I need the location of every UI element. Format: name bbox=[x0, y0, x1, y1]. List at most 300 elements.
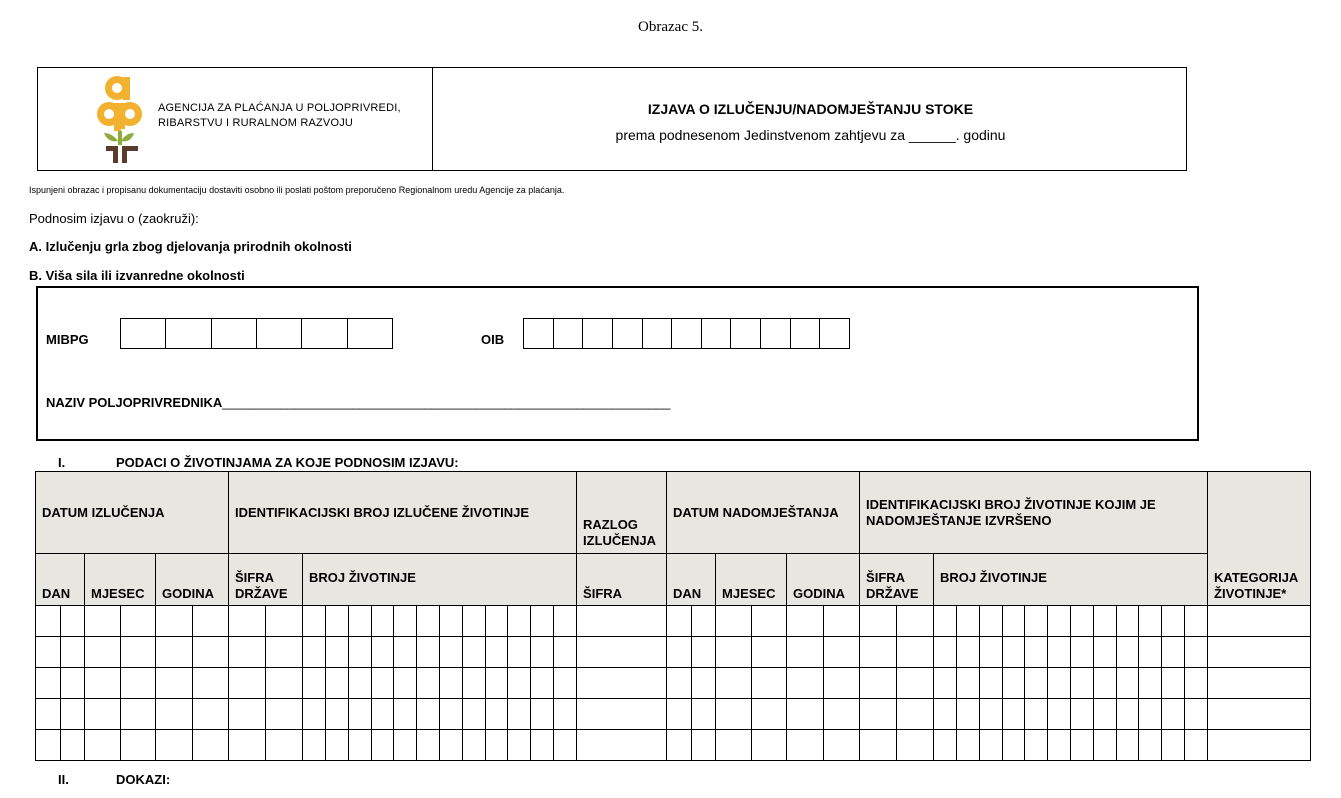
entry-box[interactable] bbox=[85, 730, 121, 760]
entry-box[interactable] bbox=[692, 730, 716, 760]
entry-box[interactable] bbox=[156, 637, 193, 667]
entry-box[interactable] bbox=[1048, 668, 1071, 698]
entry-box[interactable] bbox=[372, 668, 395, 698]
table-cell[interactable] bbox=[156, 699, 229, 730]
entry-box[interactable] bbox=[1048, 637, 1071, 667]
entry-box[interactable] bbox=[36, 730, 61, 760]
entry-box[interactable] bbox=[486, 637, 509, 667]
mibpg-cell[interactable] bbox=[257, 319, 302, 348]
table-cell[interactable] bbox=[303, 606, 577, 637]
entry-box[interactable] bbox=[372, 637, 395, 667]
table-cell[interactable] bbox=[667, 730, 716, 761]
entry-box[interactable] bbox=[1139, 668, 1162, 698]
table-cell[interactable] bbox=[577, 699, 667, 730]
entry-box[interactable] bbox=[266, 637, 302, 667]
oib-cell[interactable] bbox=[672, 319, 702, 348]
table-cell[interactable] bbox=[787, 730, 860, 761]
entry-box[interactable] bbox=[824, 668, 860, 698]
entry-box[interactable] bbox=[934, 606, 957, 636]
entry-box[interactable] bbox=[349, 668, 372, 698]
entry-box[interactable] bbox=[531, 668, 554, 698]
entry-box[interactable] bbox=[1071, 637, 1094, 667]
option-b[interactable]: B. Viša sila ili izvanredne okolnosti bbox=[29, 268, 245, 283]
entry-box[interactable] bbox=[554, 606, 576, 636]
entry-box[interactable] bbox=[508, 637, 531, 667]
table-cell[interactable] bbox=[787, 668, 860, 699]
entry-box[interactable] bbox=[860, 637, 897, 667]
agency-name bbox=[158, 101, 401, 131]
entry-box[interactable] bbox=[394, 606, 417, 636]
entry-box[interactable] bbox=[716, 730, 752, 760]
entry-box[interactable] bbox=[1094, 730, 1117, 760]
entry-box[interactable] bbox=[824, 699, 860, 729]
entry-box[interactable] bbox=[1071, 668, 1094, 698]
entry-box[interactable] bbox=[934, 637, 957, 667]
entry-box[interactable] bbox=[1117, 637, 1140, 667]
entry-box[interactable] bbox=[349, 606, 372, 636]
table-cell[interactable] bbox=[577, 668, 667, 699]
entry-box[interactable] bbox=[1162, 730, 1185, 760]
entry-box[interactable] bbox=[508, 606, 531, 636]
entry-box[interactable] bbox=[752, 606, 787, 636]
entry-box[interactable] bbox=[1185, 606, 1207, 636]
oib-input[interactable] bbox=[523, 318, 850, 349]
entry-box[interactable] bbox=[349, 699, 372, 729]
entry-box[interactable] bbox=[1185, 730, 1207, 760]
entry-box[interactable] bbox=[121, 730, 156, 760]
entry-box[interactable] bbox=[193, 637, 229, 667]
entry-box[interactable] bbox=[824, 606, 860, 636]
entry-box[interactable] bbox=[957, 637, 980, 667]
table-cell[interactable] bbox=[577, 637, 667, 668]
entry-box[interactable] bbox=[1162, 637, 1185, 667]
entry-box[interactable] bbox=[1139, 606, 1162, 636]
entry-box[interactable] bbox=[394, 637, 417, 667]
entry-box[interactable] bbox=[860, 699, 897, 729]
table-cell[interactable] bbox=[716, 637, 787, 668]
entry-box[interactable] bbox=[372, 699, 395, 729]
farmer-name-line[interactable]: ______________________________________________________________ bbox=[222, 395, 671, 410]
entry-box[interactable] bbox=[692, 668, 716, 698]
oib-cell[interactable] bbox=[731, 319, 761, 348]
entry-box[interactable] bbox=[229, 699, 266, 729]
entry-box[interactable] bbox=[326, 699, 349, 729]
entry-box[interactable] bbox=[531, 730, 554, 760]
entry-box[interactable] bbox=[303, 730, 326, 760]
table-cell[interactable] bbox=[156, 668, 229, 699]
entry-box[interactable] bbox=[1071, 699, 1094, 729]
entry-box[interactable] bbox=[1117, 699, 1140, 729]
entry-box[interactable] bbox=[1162, 668, 1185, 698]
table-cell[interactable] bbox=[85, 606, 156, 637]
entry-box[interactable] bbox=[1003, 606, 1026, 636]
mibpg-cell[interactable] bbox=[121, 319, 166, 348]
entry-box[interactable] bbox=[229, 668, 266, 698]
entry-box[interactable] bbox=[508, 699, 531, 729]
entry-box[interactable] bbox=[1025, 606, 1048, 636]
entry-box[interactable] bbox=[326, 637, 349, 667]
entry-box[interactable] bbox=[980, 606, 1003, 636]
entry-box[interactable] bbox=[417, 730, 440, 760]
form-number: Obrazac 5. bbox=[638, 19, 703, 35]
mibpg-cell[interactable] bbox=[212, 319, 257, 348]
entry-box[interactable] bbox=[1185, 637, 1207, 667]
mibpg-cell[interactable] bbox=[166, 319, 211, 348]
entry-box[interactable] bbox=[1025, 730, 1048, 760]
entry-box[interactable] bbox=[897, 699, 933, 729]
table-cell[interactable] bbox=[787, 699, 860, 730]
entry-box[interactable] bbox=[463, 668, 486, 698]
entry-box[interactable] bbox=[716, 637, 752, 667]
entry-box[interactable] bbox=[1025, 668, 1048, 698]
entry-box[interactable] bbox=[36, 637, 61, 667]
entry-box[interactable] bbox=[1003, 730, 1026, 760]
entry-box[interactable] bbox=[1071, 730, 1094, 760]
entry-box[interactable] bbox=[303, 637, 326, 667]
entry-box[interactable] bbox=[326, 668, 349, 698]
table-cell[interactable] bbox=[860, 637, 934, 668]
table-cell[interactable] bbox=[36, 606, 85, 637]
table-cell[interactable] bbox=[667, 637, 716, 668]
entry-box[interactable] bbox=[716, 699, 752, 729]
entry-box[interactable] bbox=[787, 730, 824, 760]
entry-box[interactable] bbox=[193, 730, 229, 760]
entry-box[interactable] bbox=[1139, 730, 1162, 760]
entry-box[interactable] bbox=[394, 668, 417, 698]
entry-box[interactable] bbox=[1003, 668, 1026, 698]
entry-box[interactable] bbox=[417, 699, 440, 729]
entry-box[interactable] bbox=[61, 606, 85, 636]
entry-box[interactable] bbox=[860, 668, 897, 698]
entry-box[interactable] bbox=[266, 668, 302, 698]
entry-box[interactable] bbox=[1048, 730, 1071, 760]
entry-box[interactable] bbox=[577, 637, 666, 667]
entry-box[interactable] bbox=[440, 668, 463, 698]
entry-box[interactable] bbox=[486, 668, 509, 698]
table-cell[interactable] bbox=[229, 730, 303, 761]
entry-box[interactable] bbox=[61, 730, 85, 760]
entry-box[interactable] bbox=[326, 606, 349, 636]
entry-box[interactable] bbox=[121, 606, 156, 636]
entry-box[interactable] bbox=[440, 730, 463, 760]
entry-box[interactable] bbox=[1162, 606, 1185, 636]
table-cell[interactable] bbox=[229, 606, 303, 637]
entry-box[interactable] bbox=[957, 668, 980, 698]
table-cell[interactable] bbox=[667, 606, 716, 637]
entry-box[interactable] bbox=[1208, 637, 1310, 667]
entry-box[interactable] bbox=[193, 699, 229, 729]
entry-box[interactable] bbox=[1003, 699, 1026, 729]
entry-box[interactable] bbox=[417, 637, 440, 667]
entry-box[interactable] bbox=[121, 668, 156, 698]
table-cell[interactable] bbox=[934, 606, 1208, 637]
entry-box[interactable] bbox=[266, 606, 302, 636]
table-cell[interactable] bbox=[36, 699, 85, 730]
header-mjesec-2: MJESEC bbox=[716, 554, 787, 606]
entry-box[interactable] bbox=[667, 637, 692, 667]
oib-cell[interactable] bbox=[643, 319, 673, 348]
entry-box[interactable] bbox=[860, 730, 897, 760]
entry-box[interactable] bbox=[957, 730, 980, 760]
table-cell[interactable] bbox=[667, 668, 716, 699]
entry-box[interactable] bbox=[394, 730, 417, 760]
entry-box[interactable] bbox=[463, 699, 486, 729]
entry-box[interactable] bbox=[577, 699, 666, 729]
entry-box[interactable] bbox=[752, 730, 787, 760]
table-cell[interactable] bbox=[303, 730, 577, 761]
entry-box[interactable] bbox=[752, 699, 787, 729]
entry-box[interactable] bbox=[36, 606, 61, 636]
entry-box[interactable] bbox=[577, 606, 666, 636]
table-cell[interactable] bbox=[1208, 699, 1311, 730]
entry-box[interactable] bbox=[1071, 606, 1094, 636]
entry-box[interactable] bbox=[463, 606, 486, 636]
table-cell[interactable] bbox=[716, 606, 787, 637]
entry-box[interactable] bbox=[957, 699, 980, 729]
entry-box[interactable] bbox=[1094, 637, 1117, 667]
entry-box[interactable] bbox=[193, 606, 229, 636]
entry-box[interactable] bbox=[1208, 668, 1310, 698]
entry-box[interactable] bbox=[934, 730, 957, 760]
entry-box[interactable] bbox=[897, 668, 933, 698]
table-cell[interactable] bbox=[1208, 606, 1311, 637]
header-godina: GODINA bbox=[156, 554, 229, 606]
header-datum-nadomjestanja: DATUM NADOMJEŠTANJA bbox=[667, 472, 860, 554]
table-cell[interactable] bbox=[667, 699, 716, 730]
entry-box[interactable] bbox=[440, 637, 463, 667]
entry-box[interactable] bbox=[957, 606, 980, 636]
entry-box[interactable] bbox=[229, 606, 266, 636]
table-cell[interactable] bbox=[303, 699, 577, 730]
entry-box[interactable] bbox=[1117, 730, 1140, 760]
entry-box[interactable] bbox=[1185, 668, 1207, 698]
entry-box[interactable] bbox=[486, 730, 509, 760]
table-cell[interactable] bbox=[716, 668, 787, 699]
entry-box[interactable] bbox=[1025, 637, 1048, 667]
entry-box[interactable] bbox=[934, 668, 957, 698]
entry-box[interactable] bbox=[36, 668, 61, 698]
table-cell[interactable] bbox=[860, 730, 934, 761]
entry-box[interactable] bbox=[463, 637, 486, 667]
option-a[interactable]: A. Izlučenju grla zbog djelovanja prirodnih okolnosti bbox=[29, 239, 352, 254]
entry-box[interactable] bbox=[787, 668, 824, 698]
entry-box[interactable] bbox=[980, 668, 1003, 698]
entry-box[interactable] bbox=[554, 637, 576, 667]
entry-box[interactable] bbox=[463, 730, 486, 760]
table-cell[interactable] bbox=[156, 730, 229, 761]
table-cell[interactable] bbox=[85, 668, 156, 699]
oib-cell[interactable] bbox=[791, 319, 821, 348]
table-cell[interactable] bbox=[716, 699, 787, 730]
table-cell[interactable] bbox=[934, 668, 1208, 699]
entry-box[interactable] bbox=[440, 699, 463, 729]
table-cell[interactable] bbox=[577, 606, 667, 637]
table-cell[interactable] bbox=[36, 637, 85, 668]
table-cell[interactable] bbox=[36, 668, 85, 699]
entry-box[interactable] bbox=[1208, 699, 1310, 729]
entry-box[interactable] bbox=[508, 668, 531, 698]
oib-cell[interactable] bbox=[702, 319, 732, 348]
table-cell[interactable] bbox=[156, 606, 229, 637]
entry-box[interactable] bbox=[121, 637, 156, 667]
entry-box[interactable] bbox=[349, 730, 372, 760]
entry-box[interactable] bbox=[692, 606, 716, 636]
entry-box[interactable] bbox=[266, 730, 302, 760]
entry-box[interactable] bbox=[121, 699, 156, 729]
entry-box[interactable] bbox=[577, 668, 666, 698]
table-cell[interactable] bbox=[229, 637, 303, 668]
entry-box[interactable] bbox=[787, 699, 824, 729]
entry-box[interactable] bbox=[1117, 668, 1140, 698]
entry-box[interactable] bbox=[531, 606, 554, 636]
entry-box[interactable] bbox=[897, 606, 933, 636]
entry-box[interactable] bbox=[752, 637, 787, 667]
entry-box[interactable] bbox=[692, 699, 716, 729]
entry-box[interactable] bbox=[1048, 699, 1071, 729]
table-cell[interactable] bbox=[934, 730, 1208, 761]
entry-box[interactable] bbox=[860, 606, 897, 636]
entry-box[interactable] bbox=[554, 668, 576, 698]
table-cell[interactable] bbox=[934, 637, 1208, 668]
entry-box[interactable] bbox=[824, 637, 860, 667]
entry-box[interactable] bbox=[1094, 699, 1117, 729]
entry-box[interactable] bbox=[716, 668, 752, 698]
entry-box[interactable] bbox=[36, 699, 61, 729]
entry-box[interactable] bbox=[1094, 606, 1117, 636]
entry-box[interactable] bbox=[394, 699, 417, 729]
table-cell[interactable] bbox=[787, 637, 860, 668]
entry-box[interactable] bbox=[980, 699, 1003, 729]
entry-box[interactable] bbox=[1048, 606, 1071, 636]
entry-box[interactable] bbox=[61, 699, 85, 729]
entry-box[interactable] bbox=[897, 730, 933, 760]
entry-box[interactable] bbox=[229, 730, 266, 760]
entry-box[interactable] bbox=[787, 606, 824, 636]
table-cell[interactable] bbox=[860, 699, 934, 730]
oib-cell[interactable] bbox=[524, 319, 554, 348]
entry-box[interactable] bbox=[85, 699, 121, 729]
entry-box[interactable] bbox=[1025, 699, 1048, 729]
entry-box[interactable] bbox=[61, 668, 85, 698]
entry-box[interactable] bbox=[1139, 699, 1162, 729]
entry-box[interactable] bbox=[372, 606, 395, 636]
table-cell[interactable] bbox=[787, 606, 860, 637]
entry-box[interactable] bbox=[372, 730, 395, 760]
oib-cell[interactable] bbox=[820, 319, 849, 348]
table-cell[interactable] bbox=[36, 730, 85, 761]
entry-box[interactable] bbox=[667, 606, 692, 636]
entry-box[interactable] bbox=[303, 699, 326, 729]
entry-box[interactable] bbox=[1185, 699, 1207, 729]
entry-box[interactable] bbox=[980, 730, 1003, 760]
entry-box[interactable] bbox=[156, 730, 193, 760]
table-cell[interactable] bbox=[934, 699, 1208, 730]
entry-box[interactable] bbox=[61, 637, 85, 667]
entry-box[interactable] bbox=[752, 668, 787, 698]
entry-box[interactable] bbox=[85, 637, 121, 667]
entry-box[interactable] bbox=[303, 606, 326, 636]
entry-box[interactable] bbox=[85, 606, 121, 636]
entry-box[interactable] bbox=[440, 606, 463, 636]
oib-cell[interactable] bbox=[583, 319, 613, 348]
table-cell[interactable] bbox=[716, 730, 787, 761]
entry-box[interactable] bbox=[1208, 730, 1310, 760]
entry-box[interactable] bbox=[1094, 668, 1117, 698]
entry-box[interactable] bbox=[1162, 699, 1185, 729]
entry-box[interactable] bbox=[554, 730, 576, 760]
entry-box[interactable] bbox=[486, 606, 509, 636]
entry-box[interactable] bbox=[1003, 637, 1026, 667]
entry-box[interactable] bbox=[1208, 606, 1310, 636]
entry-box[interactable] bbox=[417, 606, 440, 636]
table-cell[interactable] bbox=[860, 668, 934, 699]
entry-box[interactable] bbox=[156, 699, 193, 729]
entry-box[interactable] bbox=[349, 637, 372, 667]
entry-box[interactable] bbox=[156, 668, 193, 698]
entry-box[interactable] bbox=[980, 637, 1003, 667]
table-cell[interactable] bbox=[85, 637, 156, 668]
entry-box[interactable] bbox=[266, 699, 302, 729]
entry-box[interactable] bbox=[229, 637, 266, 667]
entry-box[interactable] bbox=[787, 637, 824, 667]
entry-box[interactable] bbox=[577, 730, 666, 760]
table-cell[interactable] bbox=[1208, 637, 1311, 668]
entry-box[interactable] bbox=[554, 699, 576, 729]
entry-box[interactable] bbox=[531, 637, 554, 667]
header-broj-zivotinje: BROJ ŽIVOTINJE bbox=[303, 554, 577, 606]
entry-box[interactable] bbox=[934, 699, 957, 729]
entry-box[interactable] bbox=[193, 668, 229, 698]
mibpg-input[interactable] bbox=[120, 318, 393, 349]
table-cell[interactable] bbox=[1208, 730, 1311, 761]
table-cell[interactable] bbox=[860, 606, 934, 637]
mibpg-cell[interactable] bbox=[348, 319, 392, 348]
entry-box[interactable] bbox=[667, 730, 692, 760]
entry-box[interactable] bbox=[508, 730, 531, 760]
header-id-izlucene: IDENTIFIKACIJSKI BROJ IZLUČENE ŽIVOTINJE bbox=[229, 472, 577, 554]
table-cell[interactable] bbox=[303, 637, 577, 668]
mibpg-cell[interactable] bbox=[302, 319, 347, 348]
entry-box[interactable] bbox=[531, 699, 554, 729]
entry-box[interactable] bbox=[85, 668, 121, 698]
table-cell[interactable] bbox=[229, 668, 303, 699]
entry-box[interactable] bbox=[1139, 637, 1162, 667]
entry-box[interactable] bbox=[897, 637, 933, 667]
entry-box[interactable] bbox=[156, 606, 193, 636]
table-cell[interactable] bbox=[85, 730, 156, 761]
table-cell[interactable] bbox=[85, 699, 156, 730]
table-cell[interactable] bbox=[577, 730, 667, 761]
entry-box[interactable] bbox=[824, 730, 860, 760]
oib-cell[interactable] bbox=[761, 319, 791, 348]
entry-box[interactable] bbox=[486, 699, 509, 729]
farmer-name-field[interactable] bbox=[46, 395, 671, 410]
entry-box[interactable] bbox=[667, 699, 692, 729]
entry-box[interactable] bbox=[716, 606, 752, 636]
entry-box[interactable] bbox=[1117, 606, 1140, 636]
table-cell[interactable] bbox=[1208, 668, 1311, 699]
entry-box[interactable] bbox=[326, 730, 349, 760]
table-cell[interactable] bbox=[156, 637, 229, 668]
table-cell[interactable] bbox=[303, 668, 577, 699]
oib-cell[interactable] bbox=[613, 319, 643, 348]
entry-box[interactable] bbox=[417, 668, 440, 698]
entry-box[interactable] bbox=[692, 637, 716, 667]
entry-box[interactable] bbox=[303, 668, 326, 698]
entry-box[interactable] bbox=[667, 668, 692, 698]
oib-cell[interactable] bbox=[554, 319, 584, 348]
table-cell[interactable] bbox=[229, 699, 303, 730]
